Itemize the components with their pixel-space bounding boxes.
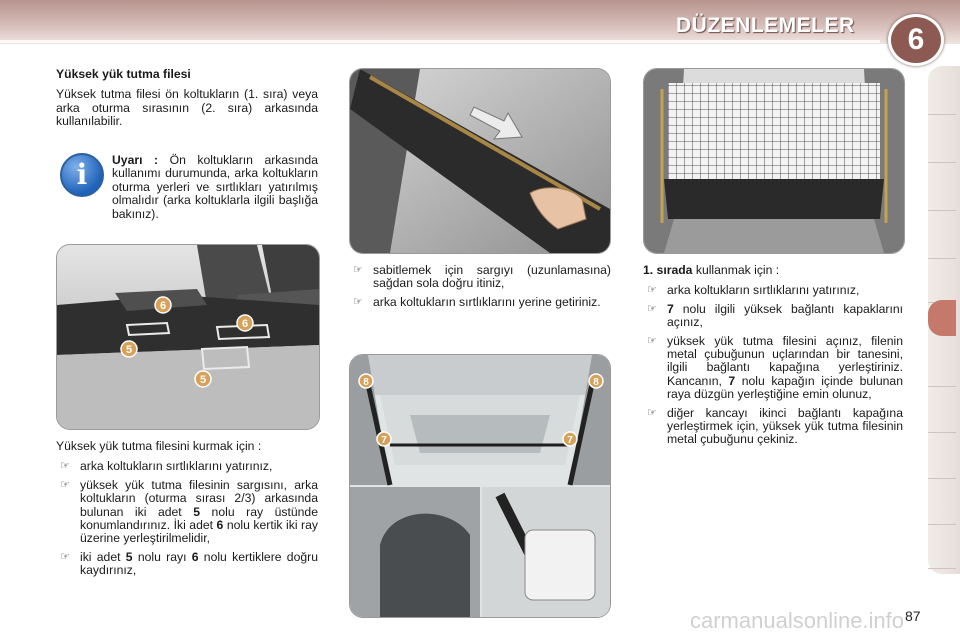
left-column-top [56, 68, 318, 129]
pointer-icon: ☞ [353, 295, 363, 308]
svg-text:6: 6 [241, 318, 249, 330]
right-heading: 1. sırada kullanmak için : [643, 263, 780, 277]
chapter-tab-11[interactable] [928, 528, 956, 569]
figure-ceiling-hooks [349, 354, 611, 618]
warning-note [112, 154, 318, 221]
right-steps [643, 284, 903, 446]
figure-net-drawing [644, 69, 904, 253]
warning-text: Ön koltukların arkasında kullanımı durumunda, arka koltukların oturma yerleri ve sırtlıkları yatırılmış olmalıdır (arka koltuklarla ilgili başlığa bakınız). [112, 153, 318, 221]
list-item: ☞ yüksek yük tutma filesinin sargısını, arka koltukların (oturma sırası 2/3) arkasında bulunan iki adet 5 nolu ray üstünde konumlandırınız. İki adet 6 nolu kertik iki ray üzerine yerleştirilmelidir, [60, 477, 318, 546]
chapter-tab-8[interactable] [928, 392, 956, 433]
svg-text:8: 8 [363, 377, 369, 388]
chapter-tab-5[interactable] [928, 262, 956, 303]
list-item: ☞ arka koltukların sırtlıklarını yatırınız, [60, 459, 273, 474]
svg-text:6: 6 [159, 300, 167, 312]
svg-text:5: 5 [125, 344, 133, 356]
pointer-icon: ☞ [60, 460, 70, 473]
chapter-tab-2[interactable] [928, 122, 956, 163]
list-item: ☞ arka koltukların sırtlıklarını yerine getiriniz. [353, 294, 601, 309]
chapter-tab-7[interactable] [928, 346, 956, 387]
figure-net-rails [56, 244, 320, 430]
intro-paragraph: Yüksek tutma filesi ön koltukların (1. sıra) veya arka oturma sırasının (2. sıra) arkasında kullanılabilir. [56, 87, 318, 129]
page-number: 87 [905, 608, 921, 624]
svg-text:5: 5 [199, 374, 207, 386]
pointer-icon: ☞ [647, 302, 657, 315]
pointer-icon: ☞ [353, 264, 363, 276]
chapter-tab-9[interactable] [928, 438, 956, 479]
chapter-tab-4[interactable] [928, 218, 956, 259]
figure-hooks-drawing [350, 355, 610, 617]
chapter-tab-1[interactable] [928, 74, 956, 115]
chapter-tab-3[interactable] [928, 170, 956, 211]
section-heading: Yüksek yük tutma filesi [56, 67, 191, 81]
pointer-icon: ☞ [60, 478, 70, 491]
svg-text:8: 8 [593, 377, 599, 388]
list-item: ☞ sabitlemek için sargıyı (uzunlamasına) sağdan sola doğru itiniz, [353, 263, 611, 291]
chapter-badge: 6 [888, 14, 944, 66]
figure-roller-push [349, 68, 611, 254]
pointer-icon: ☞ [60, 550, 70, 563]
svg-text:7: 7 [381, 435, 387, 446]
pointer-icon: ☞ [647, 284, 657, 297]
left-column-bottom [56, 440, 318, 583]
figure-roller-drawing [350, 69, 610, 253]
chapter-tabs [928, 66, 960, 574]
list-item: ☞ arka koltukların sırtlıklarını yatırınız, [647, 283, 860, 298]
info-icon: i [60, 153, 104, 197]
list-item: ☞ diğer kancayı ikinci bağlantı kapağına yerleştirmek için, yüksek yük tutma filesinin metal çubuğunu çekiniz. [647, 405, 903, 447]
install-intro: Yüksek yük tutma filesini kurmak için : [56, 439, 262, 453]
header-divider [0, 40, 880, 43]
figure-rails-drawing [57, 245, 319, 429]
list-item: ☞ 7 nolu ilgili yüksek bağlantı kapaklarını açınız, [647, 301, 903, 330]
warning-label: Uyarı : [112, 153, 159, 167]
page-title: DÜZENLEMELER [676, 14, 855, 37]
svg-text:7: 7 [567, 435, 573, 446]
pointer-icon: ☞ [647, 406, 657, 419]
middle-column-text [349, 264, 611, 314]
middle-steps [349, 264, 611, 309]
install-steps [56, 460, 318, 577]
right-column-text [643, 264, 903, 452]
figure-net-installed [643, 68, 905, 254]
list-item: ☞ iki adet 5 nolu rayı 6 nolu kertiklere doğru kaydırınız, [60, 549, 318, 578]
chapter-tab-10[interactable] [928, 484, 956, 525]
list-item: ☞ yüksek yük tutma filesini açınız, filenin metal çubuğunun uçlarından bir tanesini, ilgili bağlantı kapağına yerleştiriniz. Kancanın, 7 nolu kapağın içinde bulunan raya düzgün yerleştiğine emin olunuz, [647, 333, 903, 402]
watermark: carmanualsonline.info [690, 608, 905, 633]
chapter-tab-6-active[interactable] [928, 300, 956, 336]
pointer-icon: ☞ [647, 334, 657, 347]
